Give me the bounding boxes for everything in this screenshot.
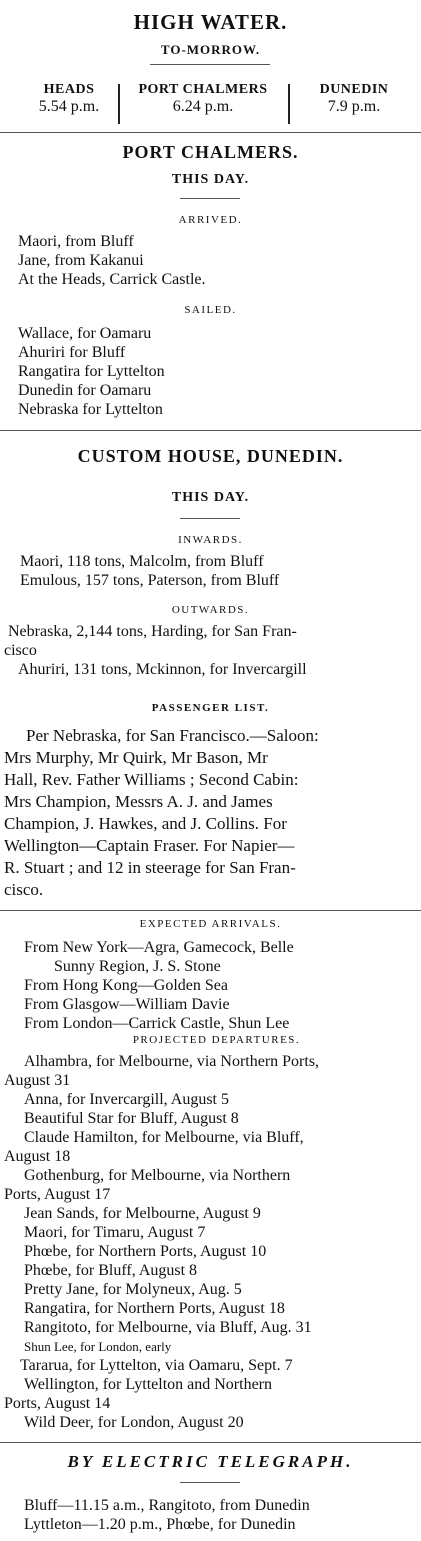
departure-line: Rangitoto, for Melbourne, via Bluff, Aug. 31: [24, 1319, 312, 1336]
passenger-line: Champion, J. Hawkes, and J. Collins. For: [4, 814, 287, 833]
passenger-line: Mrs Murphy, Mr Quirk, Mr Bason, Mr: [4, 748, 268, 767]
tide-dunedin: [292, 82, 416, 116]
divider: [180, 518, 240, 519]
departure-line: Gothenburg, for Melbourne, via Northern: [24, 1167, 291, 1184]
departure-line: Phœbe, for Bluff, August 8: [24, 1262, 198, 1279]
departure-line: Jean Sands, for Melbourne, August 9: [24, 1205, 261, 1222]
list-item: Emulous, 157 tons, Paterson, from Bluff: [20, 572, 280, 589]
departure-line: Ports, August 14: [4, 1395, 111, 1412]
passenger-list-label: PASSENGER LIST.: [151, 702, 270, 714]
departure-line: Rangatira, for Northern Ports, August 18: [24, 1300, 285, 1317]
departure-line: Tararua, for Lyttelton, via Oamaru, Sept. 7: [20, 1357, 293, 1374]
arrival-line: Sunny Region, J. S. Stone: [54, 958, 221, 975]
projected-departures-label: PROJECTED DEPARTURES.: [132, 1034, 301, 1046]
high-water-title: HIGH WATER.: [133, 10, 288, 34]
tide-place: PORT CHALMERS: [138, 82, 268, 97]
arrival-line: From New York—Agra, Gamecock, Belle: [24, 939, 294, 956]
section-subheading: THIS DAY.: [171, 172, 250, 187]
arrival-line: From Hong Kong—Golden Sea: [24, 977, 228, 994]
tide-heads: [8, 82, 130, 116]
list-item: Nebraska, 2,144 tons, Harding, for San Fran-: [8, 623, 297, 640]
divider: [180, 1482, 240, 1483]
tide-time: 7.9 p.m.: [327, 98, 381, 115]
tide-port-chalmers: [118, 82, 288, 116]
list-item: cisco: [4, 642, 37, 659]
passenger-line: R. Stuart ; and 12 in steerage for San Fran-: [4, 858, 296, 877]
section-heading: CUSTOM HOUSE, DUNEDIN.: [77, 446, 344, 466]
arrival-line: From London—Carrick Castle, Shun Lee: [24, 1015, 290, 1032]
arrived-label: ARRIVED.: [178, 214, 243, 226]
passenger-line: cisco.: [4, 880, 44, 899]
telegraph-line: Lyttleton—1.20 p.m., Phœbe, for Dunedin: [24, 1516, 296, 1533]
section-heading: PORT CHALMERS.: [122, 142, 299, 162]
inwards-label: INWARDS.: [178, 534, 243, 546]
section-subheading: THIS DAY.: [171, 490, 250, 505]
list-item: Wallace, for Oamaru: [18, 325, 152, 342]
departure-line: Pretty Jane, for Molyneux, Aug. 5: [24, 1281, 242, 1298]
passenger-line: Hall, Rev. Father Williams ; Second Cabin:: [4, 770, 299, 789]
tide-time: 6.24 p.m.: [172, 98, 234, 115]
list-item: Jane, from Kakanui: [18, 252, 144, 269]
departure-line: Maori, for Timaru, August 7: [24, 1224, 206, 1241]
list-item: Rangatira for Lyttelton: [18, 363, 165, 380]
departure-line: Alhambra, for Melbourne, via Northern Ports,: [24, 1053, 320, 1070]
departure-line: Anna, for Invercargill, August 5: [24, 1091, 229, 1108]
tide-place: DUNEDIN: [319, 82, 389, 97]
telegraph-heading: BY ELECTRIC TELEGRAPH.: [67, 1452, 354, 1471]
tide-place: HEADS: [43, 82, 95, 97]
high-water-subtitle: TO-MORROW.: [160, 42, 261, 57]
passenger-line: Wellington—Captain Fraser. For Napier—: [4, 836, 295, 855]
departure-line: Beautiful Star for Bluff, August 8: [24, 1110, 239, 1127]
departure-line: Wild Deer, for London, August 20: [24, 1414, 244, 1431]
list-item: Nebraska for Lyttelton: [18, 401, 163, 418]
passenger-line: Mrs Champion, Messrs A. J. and James: [4, 792, 273, 811]
departure-line: Shun Lee, for London, early: [24, 1339, 172, 1354]
divider: [0, 1442, 421, 1443]
passenger-line: Per Nebraska, for San Francisco.—Saloon:: [26, 726, 319, 745]
sailed-label: SAILED.: [184, 304, 237, 316]
departure-line: Wellington, for Lyttelton and Northern: [24, 1376, 272, 1393]
expected-arrivals-label: EXPECTED ARRIVALS.: [139, 918, 282, 930]
outwards-label: OUTWARDS.: [171, 604, 250, 616]
tide-time: 5.54 p.m.: [38, 98, 100, 115]
departure-line: Phœbe, for Northern Ports, August 10: [24, 1243, 267, 1260]
divider: [180, 198, 240, 199]
divider: [0, 910, 421, 911]
divider: [150, 64, 270, 65]
list-item: Maori, 118 tons, Malcolm, from Bluff: [20, 553, 264, 570]
arrival-line: From Glasgow—William Davie: [24, 996, 230, 1013]
list-item: Ahuriri for Bluff: [18, 344, 126, 361]
departure-line: Ports, August 17: [4, 1186, 111, 1203]
list-item: Ahuriri, 131 tons, Mckinnon, for Invercargill: [18, 661, 307, 678]
divider: [0, 132, 421, 133]
list-item: Maori, from Bluff: [18, 233, 134, 250]
departure-line: Claude Hamilton, for Melbourne, via Bluff,: [24, 1129, 304, 1146]
list-item: Dunedin for Oamaru: [18, 382, 152, 399]
divider: [288, 84, 290, 124]
departure-line: August 31: [4, 1072, 71, 1089]
telegraph-line: Bluff—11.15 a.m., Rangitoto, from Dunedin: [24, 1497, 310, 1514]
divider: [0, 430, 421, 431]
departure-line: August 18: [4, 1148, 71, 1165]
list-item: At the Heads, Carrick Castle.: [18, 271, 206, 288]
